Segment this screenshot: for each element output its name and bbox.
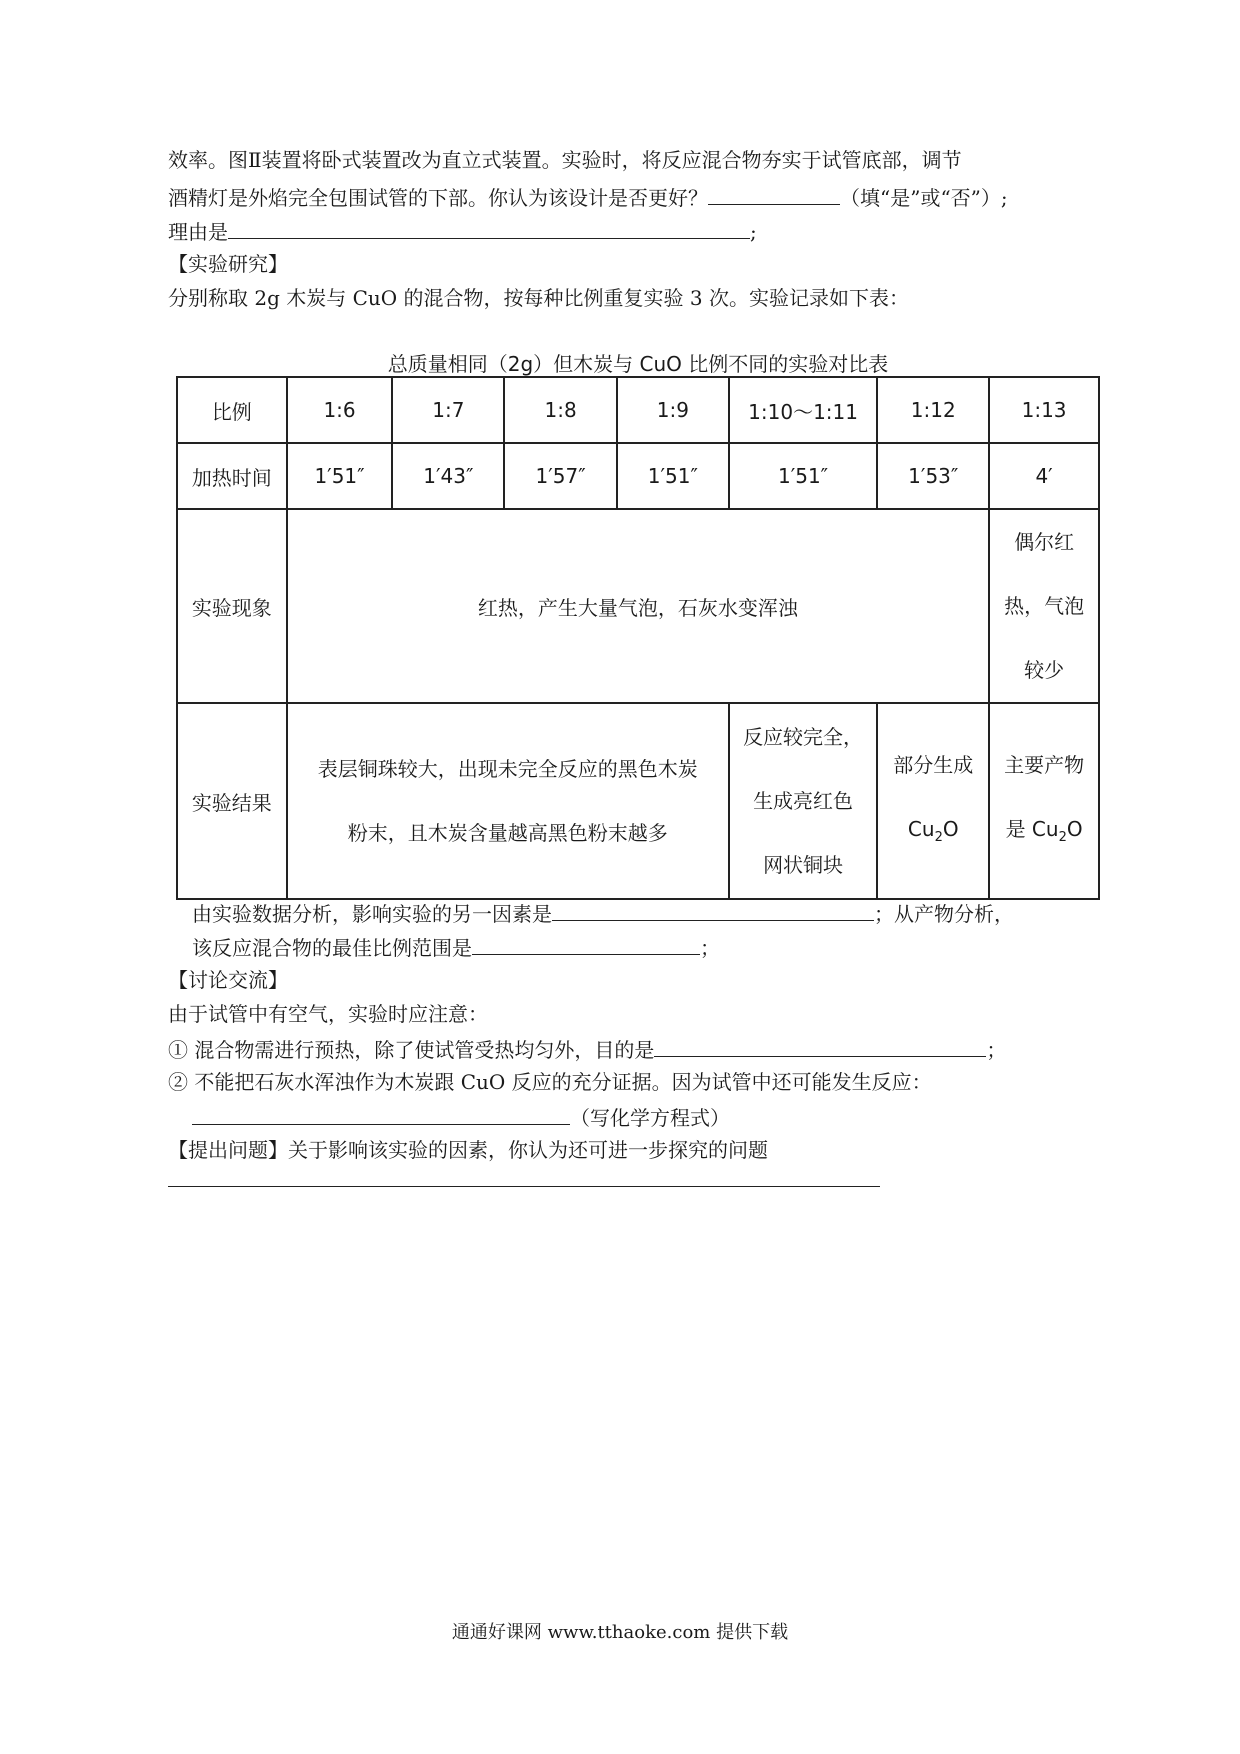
experiment-table	[176, 376, 1100, 900]
formula-subscript: 2	[1058, 829, 1067, 845]
answer-line-question[interactable]	[168, 1186, 880, 1187]
page-footer: 通通好课网 www.tthaoke.com 提供下载	[451, 1622, 789, 1643]
ratio-cell: 1:9	[617, 377, 729, 443]
result-main	[287, 703, 729, 899]
result-line: 主要产物	[1004, 752, 1085, 777]
ratio-cell: 1:7	[392, 377, 504, 443]
discussion-item-2: ② 不能把石灰水浑浊作为木炭跟 CuO 反应的充分证据。因为试管中还可能发生反应：	[168, 1070, 932, 1094]
result-mid	[729, 703, 878, 899]
formula-cu2o	[996, 797, 1092, 870]
time-cell: 1′53″	[877, 443, 989, 509]
result-main-line: 表层铜珠较大，出现未完全反应的黑色木炭	[317, 757, 698, 781]
table-row-ratio	[177, 377, 1099, 443]
question-prompt: 【提出问题】关于影响该实验的因素，你认为还可进一步探究的问题	[168, 1138, 768, 1162]
ratio-cell: 1:8	[504, 377, 617, 443]
ratio-cell: 1:12	[877, 377, 989, 443]
intro-question-text: 酒精灯是外焰完全包围试管的下部。你认为该设计是否更好？	[168, 186, 708, 210]
ratio-cell: 1:13	[989, 377, 1099, 443]
answer-blank-purpose[interactable]	[654, 1034, 986, 1057]
result-ratio-12	[877, 703, 989, 899]
formula-part: 是 Cu	[1005, 816, 1059, 841]
result-line: 部分生成	[893, 752, 974, 777]
table-row-heating-time	[177, 443, 1099, 509]
discussion-item-2-answer	[192, 1102, 730, 1132]
header-result: 实验结果	[177, 703, 287, 899]
time-cell: 1′51″	[617, 443, 729, 509]
phenomenon-last-line: 热，气泡	[1004, 594, 1085, 618]
ratio-cell: 1:6	[287, 377, 393, 443]
intro-line-1: 效率。图Ⅱ装置将卧式装置改为直立式装置。实验时，将反应混合物夯实于试管底部，调节	[168, 148, 962, 172]
phenomenon-last-line: 较少	[1024, 658, 1065, 682]
discussion-text: ；	[986, 1038, 1007, 1062]
answer-blank-factor[interactable]	[552, 898, 874, 921]
reason-label: 理由是	[168, 220, 228, 244]
discussion-text: ① 混合物需进行预热，除了使试管受热均匀外，目的是	[168, 1038, 655, 1062]
answer-blank-best-ratio[interactable]	[472, 932, 700, 955]
analysis-line-2	[192, 932, 720, 962]
answer-blank-equation[interactable]	[192, 1102, 570, 1125]
table-row-result	[177, 703, 1099, 899]
analysis-text: ；	[700, 936, 720, 960]
formula-part: O	[1066, 816, 1083, 841]
formula-subscript: 2	[934, 829, 943, 845]
result-mid-line: 网状铜块	[763, 853, 844, 877]
section-heading-research: 【实验研究】	[168, 252, 288, 276]
header-ratio: 比例	[177, 377, 287, 443]
reason-end: ;	[750, 220, 757, 244]
header-heating-time: 加热时间	[177, 443, 287, 509]
discussion-text: （写化学方程式）	[570, 1106, 730, 1130]
time-cell: 1′43″	[392, 443, 504, 509]
phenomenon-main: 红热，产生大量气泡，石灰水变浑浊	[287, 509, 990, 703]
time-cell: 1′51″	[287, 443, 393, 509]
intro-line-3	[168, 216, 757, 246]
section-heading-discussion: 【讨论交流】	[168, 968, 288, 992]
discussion-item-1	[168, 1034, 1006, 1064]
header-phenomenon: 实验现象	[177, 509, 287, 703]
analysis-text: 该反应混合物的最佳比例范围是	[192, 936, 472, 960]
answer-blank-yes-no[interactable]	[708, 182, 840, 205]
table-row-phenomenon	[177, 509, 1099, 703]
time-cell: 1′57″	[504, 443, 617, 509]
formula-part: Cu	[907, 816, 935, 841]
result-mid-line: 生成亮红色	[753, 789, 854, 813]
result-main-line: 粉末，且木炭含量越高黑色粉末越多	[347, 821, 668, 845]
time-cell: 4′	[989, 443, 1099, 509]
answer-blank-reason[interactable]	[228, 216, 750, 239]
ratio-cell: 1:10～1:11	[729, 377, 878, 443]
intro-hint-text: （填“是”或“否”）;	[840, 186, 1008, 210]
time-cell: 1′51″	[729, 443, 878, 509]
phenomenon-last	[989, 509, 1099, 703]
research-description: 分别称取 2g 木炭与 CuO 的混合物，按每种比例重复实验 3 次。实验记录如下表：	[168, 286, 909, 310]
result-ratio-13	[989, 703, 1099, 899]
analysis-text: ；从产物分析，	[874, 902, 1014, 926]
table-title: 总质量相同（2g）但木炭与 CuO 比例不同的实验对比表	[387, 352, 889, 376]
formula-cu2o	[884, 797, 982, 870]
result-mid-line: 反应较完全，	[743, 725, 864, 749]
intro-line-2	[168, 182, 1008, 212]
phenomenon-last-line: 偶尔红	[1014, 530, 1075, 554]
formula-part: O	[942, 816, 959, 841]
analysis-line-1	[192, 898, 1014, 928]
analysis-text: 由实验数据分析，影响实验的另一因素是	[192, 902, 552, 926]
discussion-intro: 由于试管中有空气，实验时应注意：	[168, 1002, 488, 1026]
